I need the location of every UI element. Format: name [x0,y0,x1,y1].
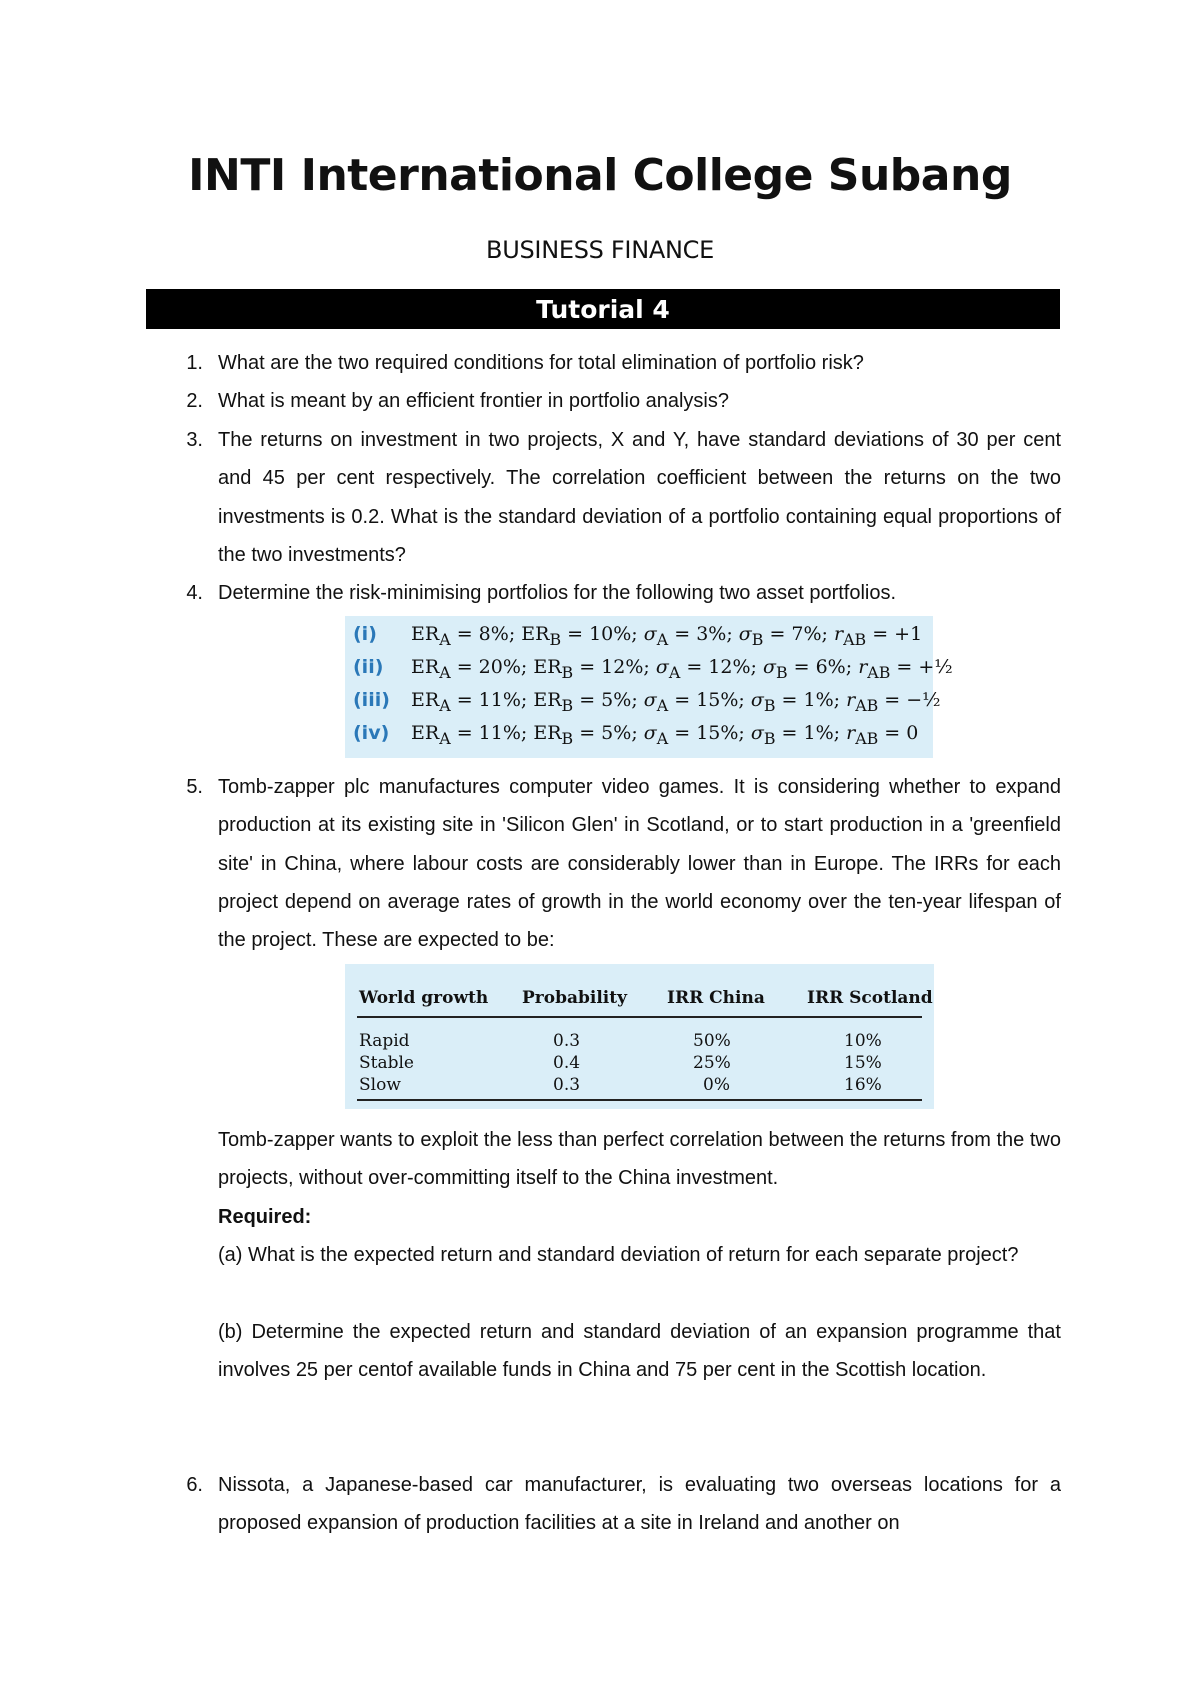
table-rule [357,1099,922,1101]
er-a-value: 11%; [478,722,528,744]
sigma-a-value: 15%; [696,689,745,711]
question-5-part-a: (a) What is the expected return and standard deviation of return for each separate project? [218,1244,1019,1266]
er-a-value: 20%; [478,656,528,678]
portfolio-row: (i) $ER_A = 8\%$; $ER_B = 10\%$; $\sigma_A = 3\%$; $\sigma_B = 7\%$; $r_{AB} = +1$ [353,618,922,650]
table-cell: Stable [359,1053,414,1073]
table-cell: 0% [703,1075,730,1095]
table-header: IRR Scotland [807,988,933,1008]
er-b-value: 5%; [601,722,638,744]
table-cell: 50% [693,1031,731,1051]
er-b-value: 10%; [589,623,638,645]
r-ab-value: +1 [894,623,923,645]
question-text: The returns on investment in two projects, X and Y, have standard deviations of 30 per cent and 45 per cent respectively. The correlation coefficient between the returns on the two investments is 0.2. What is the standard deviation of a portfolio containing equal proportions of the two investments? [218,429,1061,566]
table-header: World growth [359,988,489,1008]
table-cell: 25% [693,1053,731,1073]
irr-table-box [345,964,934,1109]
portfolio-equations-box [345,616,953,758]
college-title: INTI International College Subang [188,150,1012,201]
portfolio-row: (iii) $ER_A = 11\%$; $ER_B = 5\%$; $\sigma_A = 15\%$; $\sigma_B = 1\%$; $r_{AB}$ = −½ [353,684,941,716]
table-rule [357,1016,922,1018]
sigma-a-value: 3%; [696,623,733,645]
question-text: What are the two required conditions for total elimination of portfolio risk? [218,352,864,374]
table-cell: 15% [844,1053,882,1073]
question-number: 2. [186,390,203,412]
portfolio-label: (iii) [353,689,390,711]
question-text: Determine the risk-minimising portfolios for the following two asset portfolios. [218,582,897,604]
question-text: What is meant by an efficient frontier in portfolio analysis? [218,390,729,412]
er-b-value: 5%; [601,689,638,711]
table-cell: Slow [359,1075,401,1095]
table-cell: 10% [844,1031,882,1051]
question-text: Nissota, a Japanese-based car manufacturer, is evaluating two overseas locations for a proposed expansion of production facilities at a site in Ireland and another on [218,1474,1061,1535]
sigma-a-value: 15%; [696,722,745,744]
question-number: 5. [186,776,203,798]
portfolio-row: (ii) $ER_A = 20\%$; $ER_B = 12\%$; $\sigma_A = 12\%$; $\sigma_B = 6\%$; $r_{AB}$ = +½ [353,651,953,683]
r-ab-value: +½ [918,656,953,678]
table-cell: 0.4 [553,1053,581,1073]
question-number: 4. [186,582,203,604]
table-header: IRR China [667,988,765,1008]
course-subtitle: BUSINESS FINANCE [486,236,714,264]
sigma-b-value: 1%; [803,689,841,711]
sigma-b-value: 1%; [803,722,841,744]
table-cell: Rapid [359,1031,410,1051]
question-number: 1. [186,352,203,374]
question-5-follow-text: Tomb-zapper wants to exploit the less than perfect correlation between the returns from the two projects, without over-committing itself to the China investment. [218,1129,1061,1190]
r-ab-value: 0 [906,722,919,744]
question-5-part-b: (b) Determine the expected return and standard deviation of an expansion programme that involves 25 per centof available funds in China and 75 per cent in the Scottish location. [218,1321,1061,1382]
r-ab-value: −½ [906,689,941,711]
table-cell: 16% [844,1075,882,1095]
portfolio-label: (ii) [353,656,384,678]
question-text: Tomb-zapper plc manufactures computer video games. It is considering whether to expand production at its existing site in 'Silicon Glen' in Scotland, or to start production in a 'greenfield site' in China, where labour costs are considerably lower than in Europe. The IRRs for each project depend on average rates of growth in the world economy over the ten-year lifespan of the project. These are expected to be: [218,776,1061,952]
table-cell: 0.3 [553,1075,581,1095]
question-number: 3. [186,429,203,451]
required-heading: Required: [218,1206,312,1228]
sigma-b-value: 7%; [791,623,828,645]
portfolio-label: (iv) [353,722,390,744]
portfolio-label: (i) [353,623,377,645]
portfolio-row: (iv) $ER_A = 11\%$; $ER_B = 5\%$; $\sigma_A = 15\%$; $\sigma_B = 1\%$; $r_{AB} = 0$ [353,717,918,749]
sigma-a-value: 12%; [708,656,757,678]
er-a-value: 8%; [478,623,516,645]
question-number: 6. [186,1474,203,1496]
er-b-value: 12%; [601,656,650,678]
tutorial-banner: Tutorial 4 [146,289,1060,329]
table-header: Probability [522,988,627,1008]
sigma-b-value: 6%; [815,656,853,678]
er-a-value: 11%; [478,689,528,711]
table-cell: 0.3 [553,1031,581,1051]
